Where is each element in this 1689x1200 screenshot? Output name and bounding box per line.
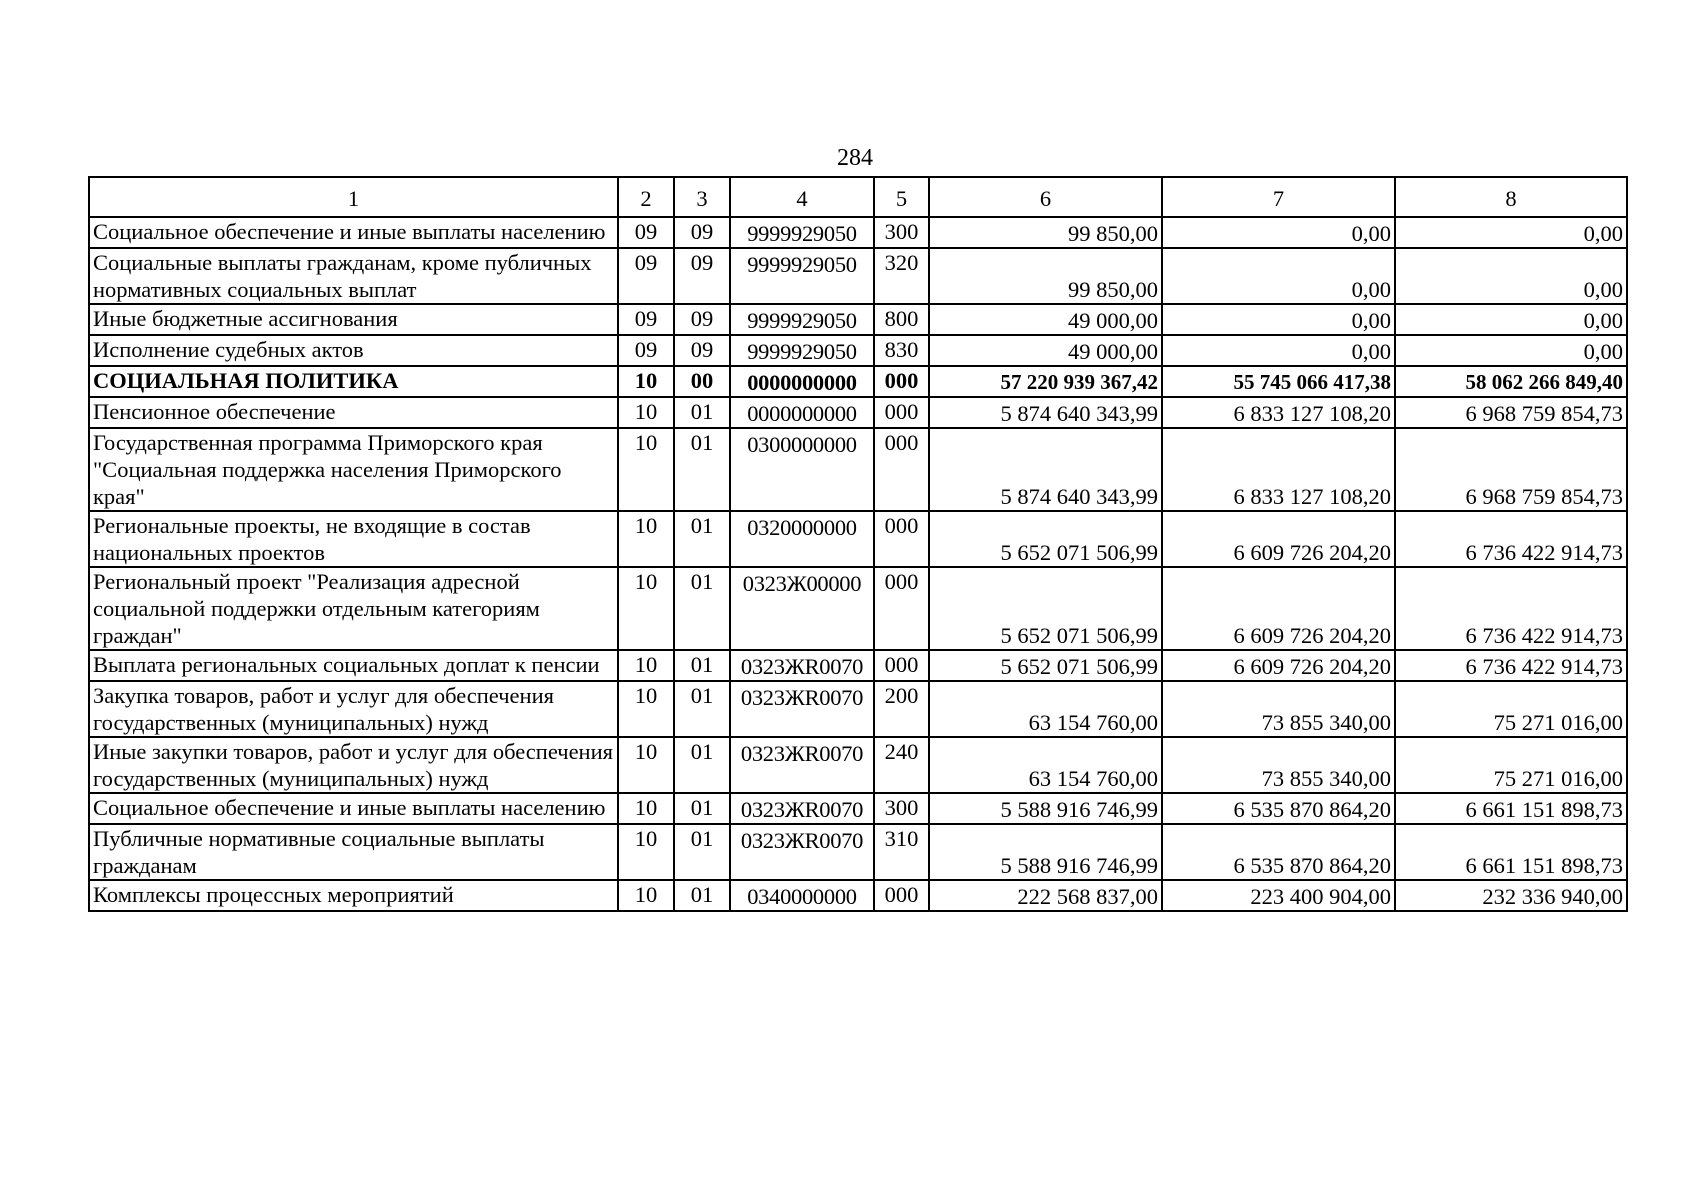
amount-col7-cell: 6 535 870 864,20 <box>1162 793 1395 824</box>
table-row <box>89 217 1627 248</box>
row-name-cell: СОЦИАЛЬНАЯ ПОЛИТИКА <box>89 366 618 397</box>
row-name-cell: Региональный проект "Реализация адресной социальной поддержки отдельным категориям граждан" <box>89 567 618 650</box>
table-row <box>89 681 1627 737</box>
subsection-code-cell: 01 <box>674 511 730 567</box>
subsection-code-cell: 09 <box>674 248 730 304</box>
row-name-cell: Социальное обеспечение и иные выплаты населению <box>89 217 618 248</box>
amount-col7-cell: 6 833 127 108,20 <box>1162 428 1395 511</box>
section-code-cell: 10 <box>618 397 674 428</box>
section-code-cell: 09 <box>618 248 674 304</box>
amount-col7-cell: 0,00 <box>1162 304 1395 335</box>
table-row <box>89 304 1627 335</box>
amount-col8-cell: 0,00 <box>1395 335 1627 366</box>
subsection-code-cell: 01 <box>674 793 730 824</box>
subsection-code-cell: 01 <box>674 737 730 793</box>
amount-col8-cell: 6 968 759 854,73 <box>1395 428 1627 511</box>
row-name-cell: Социальные выплаты гражданам, кроме публичных нормативных социальных выплат <box>89 248 618 304</box>
amount-col8-cell: 75 271 016,00 <box>1395 681 1627 737</box>
target-article-cell: 9999929050 <box>730 217 874 248</box>
header-cell: 6 <box>929 177 1162 217</box>
amount-col6-cell: 5 874 640 343,99 <box>929 397 1162 428</box>
table-row <box>89 397 1627 428</box>
section-code-cell: 10 <box>618 737 674 793</box>
amount-col8-cell: 0,00 <box>1395 217 1627 248</box>
header-cell: 7 <box>1162 177 1395 217</box>
subsection-code-cell: 09 <box>674 335 730 366</box>
table-row <box>89 567 1627 650</box>
table-header-row <box>89 177 1627 217</box>
row-name-cell: Закупка товаров, работ и услуг для обеспечения государственных (муниципальных) нужд <box>89 681 618 737</box>
target-article-cell: 9999929050 <box>730 248 874 304</box>
section-code-cell: 10 <box>618 793 674 824</box>
row-name-cell: Иные бюджетные ассигнования <box>89 304 618 335</box>
subsection-code-cell: 01 <box>674 880 730 911</box>
amount-col6-cell: 63 154 760,00 <box>929 737 1162 793</box>
amount-col6-cell: 63 154 760,00 <box>929 681 1162 737</box>
amount-col8-cell: 6 661 151 898,73 <box>1395 824 1627 880</box>
header-cell: 8 <box>1395 177 1627 217</box>
expense-type-cell: 240 <box>874 737 929 793</box>
header-cell: 1 <box>89 177 618 217</box>
target-article-cell: 0320000000 <box>730 511 874 567</box>
amount-col7-cell: 0,00 <box>1162 248 1395 304</box>
expense-type-cell: 300 <box>874 793 929 824</box>
subsection-code-cell: 00 <box>674 366 730 397</box>
target-article-cell: 0300000000 <box>730 428 874 511</box>
amount-col8-cell: 0,00 <box>1395 304 1627 335</box>
section-code-cell: 09 <box>618 217 674 248</box>
row-name-cell: Публичные нормативные социальные выплаты гражданам <box>89 824 618 880</box>
amount-col7-cell: 223 400 904,00 <box>1162 880 1395 911</box>
header-cell: 5 <box>874 177 929 217</box>
target-article-cell: 9999929050 <box>730 304 874 335</box>
row-name-cell: Социальное обеспечение и иные выплаты населению <box>89 793 618 824</box>
subsection-code-cell: 01 <box>674 567 730 650</box>
table-row <box>89 248 1627 304</box>
expense-type-cell: 000 <box>874 428 929 511</box>
expense-type-cell: 310 <box>874 824 929 880</box>
subsection-code-cell: 01 <box>674 824 730 880</box>
target-article-cell: 0323ЖR0070 <box>730 681 874 737</box>
target-article-cell: 0000000000 <box>730 397 874 428</box>
section-code-cell: 10 <box>618 650 674 681</box>
row-name-cell: Государственная программа Приморского края "Социальная поддержка населения Приморского края" <box>89 428 618 511</box>
row-name-cell: Иные закупки товаров, работ и услуг для обеспечения государственных (муниципальных) нужд <box>89 737 618 793</box>
expense-type-cell: 000 <box>874 650 929 681</box>
target-article-cell: 0323ЖR0070 <box>730 824 874 880</box>
row-name-cell: Исполнение судебных актов <box>89 335 618 366</box>
amount-col7-cell: 6 609 726 204,20 <box>1162 650 1395 681</box>
amount-col6-cell: 5 652 071 506,99 <box>929 511 1162 567</box>
target-article-cell: 0323ЖR0070 <box>730 793 874 824</box>
table-row <box>89 737 1627 793</box>
amount-col6-cell: 5 588 916 746,99 <box>929 824 1162 880</box>
amount-col8-cell: 6 736 422 914,73 <box>1395 511 1627 567</box>
amount-col8-cell: 75 271 016,00 <box>1395 737 1627 793</box>
amount-col7-cell: 6 609 726 204,20 <box>1162 511 1395 567</box>
amount-col8-cell: 58 062 266 849,40 <box>1395 366 1627 397</box>
amount-col7-cell: 6 535 870 864,20 <box>1162 824 1395 880</box>
amount-col6-cell: 49 000,00 <box>929 304 1162 335</box>
amount-col6-cell: 5 652 071 506,99 <box>929 567 1162 650</box>
amount-col8-cell: 6 736 422 914,73 <box>1395 567 1627 650</box>
subsection-code-cell: 01 <box>674 650 730 681</box>
table-row <box>89 824 1627 880</box>
target-article-cell: 0323ЖR0070 <box>730 737 874 793</box>
subsection-code-cell: 01 <box>674 428 730 511</box>
table-row <box>89 428 1627 511</box>
amount-col6-cell: 5 874 640 343,99 <box>929 428 1162 511</box>
expense-type-cell: 320 <box>874 248 929 304</box>
amount-col6-cell: 57 220 939 367,42 <box>929 366 1162 397</box>
section-code-cell: 10 <box>618 824 674 880</box>
table-row <box>89 650 1627 681</box>
amount-col8-cell: 6 736 422 914,73 <box>1395 650 1627 681</box>
table-row <box>89 335 1627 366</box>
table-row <box>89 793 1627 824</box>
expense-type-cell: 800 <box>874 304 929 335</box>
amount-col8-cell: 232 336 940,00 <box>1395 880 1627 911</box>
target-article-cell: 0340000000 <box>730 880 874 911</box>
header-cell: 2 <box>618 177 674 217</box>
section-code-cell: 10 <box>618 880 674 911</box>
amount-col7-cell: 0,00 <box>1162 335 1395 366</box>
expense-type-cell: 300 <box>874 217 929 248</box>
expense-type-cell: 000 <box>874 567 929 650</box>
amount-col7-cell: 55 745 066 417,38 <box>1162 366 1395 397</box>
page-number: 284 <box>837 145 873 171</box>
section-code-cell: 10 <box>618 681 674 737</box>
target-article-cell: 0323Ж00000 <box>730 567 874 650</box>
subsection-code-cell: 01 <box>674 397 730 428</box>
amount-col6-cell: 5 588 916 746,99 <box>929 793 1162 824</box>
subsection-code-cell: 09 <box>674 304 730 335</box>
expense-type-cell: 830 <box>874 335 929 366</box>
subsection-code-cell: 09 <box>674 217 730 248</box>
expense-type-cell: 000 <box>874 397 929 428</box>
amount-col8-cell: 6 661 151 898,73 <box>1395 793 1627 824</box>
table-body <box>89 217 1627 911</box>
row-name-cell: Комплексы процессных мероприятий <box>89 880 618 911</box>
row-name-cell: Региональные проекты, не входящие в состав национальных проектов <box>89 511 618 567</box>
amount-col6-cell: 49 000,00 <box>929 335 1162 366</box>
target-article-cell: 9999929050 <box>730 335 874 366</box>
section-code-cell: 09 <box>618 335 674 366</box>
amount-col6-cell: 222 568 837,00 <box>929 880 1162 911</box>
amount-col7-cell: 73 855 340,00 <box>1162 681 1395 737</box>
amount-col8-cell: 0,00 <box>1395 248 1627 304</box>
row-name-cell: Выплата региональных социальных доплат к пенсии <box>89 650 618 681</box>
target-article-cell: 0323ЖR0070 <box>730 650 874 681</box>
amount-col7-cell: 73 855 340,00 <box>1162 737 1395 793</box>
expense-type-cell: 000 <box>874 511 929 567</box>
section-code-cell: 10 <box>618 567 674 650</box>
amount-col7-cell: 6 833 127 108,20 <box>1162 397 1395 428</box>
amount-col7-cell: 0,00 <box>1162 217 1395 248</box>
table-row <box>89 366 1627 397</box>
section-code-cell: 10 <box>618 511 674 567</box>
table-row <box>89 511 1627 567</box>
header-cell: 3 <box>674 177 730 217</box>
section-code-cell: 10 <box>618 366 674 397</box>
expense-type-cell: 000 <box>874 880 929 911</box>
section-code-cell: 10 <box>618 428 674 511</box>
row-name-cell: Пенсионное обеспечение <box>89 397 618 428</box>
amount-col6-cell: 5 652 071 506,99 <box>929 650 1162 681</box>
amount-col7-cell: 6 609 726 204,20 <box>1162 567 1395 650</box>
target-article-cell: 0000000000 <box>730 366 874 397</box>
subsection-code-cell: 01 <box>674 681 730 737</box>
section-code-cell: 09 <box>618 304 674 335</box>
amount-col6-cell: 99 850,00 <box>929 217 1162 248</box>
header-cell: 4 <box>730 177 874 217</box>
expense-type-cell: 200 <box>874 681 929 737</box>
amount-col8-cell: 6 968 759 854,73 <box>1395 397 1627 428</box>
amount-col6-cell: 99 850,00 <box>929 248 1162 304</box>
table-row <box>89 880 1627 911</box>
budget-table <box>88 176 1628 912</box>
expense-type-cell: 000 <box>874 366 929 397</box>
